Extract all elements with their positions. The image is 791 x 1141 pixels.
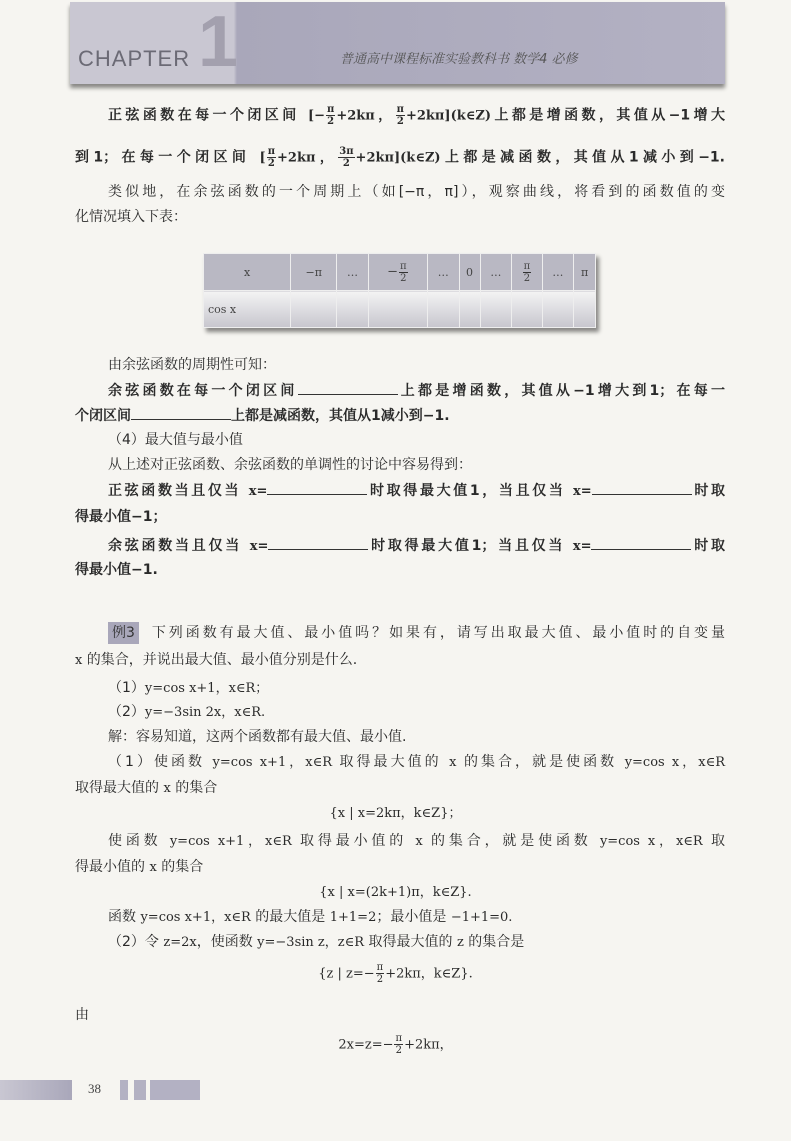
book-title: 普通高中课程标准实验教科书 数学4 必修	[340, 52, 578, 67]
table-cell: −π	[291, 254, 337, 291]
text: 取得最大值的	[332, 754, 450, 770]
math-expression: +2kπ，	[336, 108, 395, 124]
math-expression: 1+1=2	[329, 910, 377, 925]
text: 解：容易知道，这两个函数都有最大值、最小值.	[108, 729, 407, 745]
math-expression: y=cos x，x∈R	[624, 755, 725, 770]
fraction	[267, 146, 276, 169]
text-line	[108, 182, 725, 202]
text: 得最小值−1.	[75, 562, 158, 578]
text: 时取得最大值1；当且仅当	[368, 538, 573, 554]
math-expression: y=cos x+1，x∈R	[212, 755, 333, 770]
footer-bar-3	[150, 1080, 200, 1100]
chapter-header-banner	[70, 2, 725, 84]
table-cell: …	[427, 254, 459, 291]
math-expression: x=	[572, 539, 592, 554]
table-cell-empty[interactable]	[368, 291, 427, 328]
text: 从上述对正弦函数、余弦函数的单调性的讨论中容易得到：	[108, 457, 472, 473]
fill-in-blank[interactable]	[592, 480, 692, 495]
text: 类似地，在余弦函数的一个周期上（如[−π，π]），观察曲线，将看到的函数值的变	[108, 184, 725, 200]
math-expression: y=cos x，x∈R	[599, 834, 703, 849]
text-line	[108, 932, 524, 953]
text: 由	[75, 1007, 89, 1023]
page-number: 38	[88, 1081, 101, 1096]
fill-in-blank[interactable]	[591, 535, 691, 550]
chapter-label: CHAPTER	[78, 46, 191, 71]
text-line	[75, 207, 187, 227]
text-line	[75, 146, 725, 169]
text: 取得最大值的	[75, 780, 164, 796]
text: 的最大值是	[250, 909, 330, 925]
fill-in-blank[interactable]	[131, 405, 231, 420]
math-expression: y=cos x+1，x∈R；	[144, 681, 269, 696]
text-line	[108, 907, 512, 928]
math-expression: +2kπ，k∈Z}.	[385, 966, 473, 982]
math-expression: x=	[573, 484, 592, 499]
text: 上都是减函数，其值从1减小到−1.	[440, 149, 725, 166]
text: ，使函数	[196, 934, 258, 950]
table-cell-empty[interactable]	[459, 291, 480, 328]
table-cell: …	[480, 254, 512, 291]
fill-in-blank[interactable]	[298, 380, 398, 395]
text-line	[108, 831, 725, 852]
math-expression: +2kπ](k∈Z)	[355, 150, 441, 166]
fill-in-blank[interactable]	[268, 535, 368, 550]
text: 的集合是	[463, 934, 525, 950]
text-line	[108, 622, 725, 644]
math-expression: z	[456, 935, 464, 950]
text-line	[0, 962, 791, 985]
fraction-numerator: π	[376, 962, 384, 973]
text: 下列函数有最大值、最小值吗？如果有，请写出取最大值、最小值时的自变量	[148, 625, 725, 641]
text: 正弦函数当且仅当	[108, 483, 249, 499]
cosine-value-table	[203, 253, 596, 328]
table-cell-label: cos x	[204, 291, 291, 328]
fraction-denominator: 2	[400, 272, 407, 284]
table-cell-empty[interactable]	[542, 291, 574, 328]
fraction-numerator: π	[523, 260, 531, 272]
fraction	[326, 104, 335, 127]
fraction-sign: −	[387, 264, 399, 279]
math-expression: [−	[307, 108, 325, 124]
text: 个闭区间	[75, 408, 131, 424]
text-line	[75, 778, 217, 799]
math-expression: z=2x	[163, 935, 197, 950]
fraction-numerator: π	[267, 146, 276, 157]
footer-bar-left	[0, 1080, 72, 1100]
text: 得最小值−1；	[75, 509, 167, 525]
text-line	[75, 650, 357, 671]
text-line	[108, 752, 725, 773]
text: 化情况填入下表：	[75, 209, 187, 225]
math-expression: y=−3sin z，z∈R	[257, 935, 365, 950]
text: 余弦函数在每一个闭区间	[108, 383, 298, 399]
example-badge: 例3	[108, 622, 139, 644]
table-cell	[368, 254, 427, 291]
text: 的集合	[170, 780, 218, 796]
fraction	[399, 261, 408, 284]
table-cell: 0	[459, 254, 480, 291]
text: 时取	[691, 538, 725, 554]
text: 由余弦函数的周期性可知：	[108, 357, 276, 373]
text-line	[108, 355, 276, 375]
fraction-denominator: 2	[395, 1045, 402, 1056]
text-line	[0, 1033, 791, 1056]
text: 的集合，就是使函数	[422, 833, 600, 849]
fraction	[338, 146, 354, 169]
math-expression: y=cos x+1，x∈R	[169, 834, 292, 849]
text-line	[108, 480, 725, 502]
math-expression: +2kπ](k∈Z)	[405, 108, 492, 124]
fraction	[396, 104, 405, 127]
text-line	[75, 405, 450, 426]
fraction-denominator: 2	[523, 272, 531, 284]
table-cell: …	[542, 254, 574, 291]
math-expression: x=	[249, 539, 269, 554]
fill-in-blank[interactable]	[267, 480, 367, 495]
math-expression: [	[259, 150, 266, 166]
math-expression: x	[163, 781, 171, 796]
text: （1）	[108, 680, 145, 696]
text-line	[108, 104, 725, 127]
text: 得最小值的	[75, 859, 150, 875]
fraction-denominator: 2	[396, 116, 404, 127]
text-line	[75, 560, 158, 580]
text: 取得最大值的	[364, 934, 457, 950]
text-line	[108, 455, 472, 475]
table-cell-empty[interactable]	[512, 291, 542, 328]
fraction-denominator: 2	[342, 158, 350, 169]
fraction-numerator: π	[327, 104, 335, 115]
text: 时取	[691, 483, 725, 499]
fraction-numerator: π	[400, 260, 407, 272]
text: 到1；在每一个闭区间	[75, 149, 260, 166]
text-line	[108, 702, 265, 723]
text: 取	[702, 833, 725, 849]
fraction-numerator: π	[396, 104, 404, 115]
math-expression: {x | x=2kπ，k∈Z}；	[329, 806, 462, 821]
fraction	[376, 962, 385, 985]
text-line	[75, 857, 203, 878]
table-cell	[512, 254, 542, 291]
math-expression: {z | z=−	[318, 966, 375, 982]
table-cell-empty[interactable]	[480, 291, 512, 328]
math-expression: x	[415, 834, 423, 849]
text: 正弦函数在每一个闭区间	[108, 107, 308, 124]
text-line	[75, 1005, 89, 1025]
text-line	[0, 803, 791, 824]
fraction	[394, 1033, 403, 1056]
table-cell: x	[204, 254, 291, 291]
table-cell-empty[interactable]	[427, 291, 459, 328]
text: 使函数	[108, 833, 170, 849]
text-line	[108, 535, 725, 557]
math-expression: y=cos x+1，x∈R	[140, 910, 251, 925]
fraction-numerator: π	[395, 1033, 403, 1044]
text: 上都是增函数，其值从−1增大	[491, 107, 725, 124]
math-expression: 2x=z=−	[338, 1037, 394, 1053]
math-expression: y=−3sin 2x，x∈R.	[144, 705, 266, 720]
table-row-cos	[204, 291, 596, 328]
fraction-denominator: 2	[376, 974, 384, 985]
text: 的集合	[156, 859, 204, 875]
chapter-number: 1	[198, 2, 239, 82]
text: （2）	[108, 704, 145, 720]
text: ；最小值是	[376, 909, 451, 925]
footer-bar-2	[134, 1080, 146, 1100]
text-line	[75, 507, 166, 527]
text: 的集合，就是使函数	[456, 754, 625, 770]
text: （4）最大值与最小值	[108, 432, 243, 448]
table-cell-empty[interactable]	[291, 291, 337, 328]
math-expression: +2kπ，	[404, 1037, 453, 1053]
text: 上都是增函数，其值从−1增大到1；在每一	[397, 383, 725, 399]
fraction-denominator: 2	[267, 158, 275, 169]
footer-bar-1	[120, 1080, 128, 1100]
fraction-denominator: 2	[327, 116, 335, 127]
text: 余弦函数当且仅当	[108, 538, 250, 554]
math-expression: x	[149, 860, 157, 875]
table-cell-empty[interactable]	[337, 291, 369, 328]
math-expression: x	[449, 755, 457, 770]
text: 取得最小值的	[291, 833, 416, 849]
text: 上都是减函数，其值从1减小到−1.	[231, 408, 450, 424]
math-expression: +2kπ，	[277, 150, 338, 166]
text: 函数	[108, 909, 141, 925]
table-cell: …	[337, 254, 369, 291]
text-line	[108, 678, 268, 699]
math-expression: −1+1=0.	[450, 910, 513, 925]
math-expression: x	[75, 653, 83, 668]
table-row-x	[204, 254, 596, 291]
text: 的集合，并说出最大值、最小值分别是什么.	[82, 652, 358, 668]
math-expression: x=	[248, 484, 268, 499]
table-cell: π	[574, 254, 596, 291]
text-line	[0, 882, 791, 903]
math-expression: {x | x=(2k+1)π，k∈Z}.	[319, 885, 472, 900]
text-line	[108, 430, 243, 450]
text: （2）令	[108, 934, 164, 950]
table-cell-empty[interactable]	[574, 291, 596, 328]
text-line	[108, 727, 406, 747]
text: 时取得最大值1，当且仅当	[367, 483, 574, 499]
text: （1）使函数	[108, 754, 213, 770]
fraction-numerator: 3π	[339, 146, 354, 157]
fraction	[523, 261, 532, 284]
text-line	[108, 380, 725, 401]
